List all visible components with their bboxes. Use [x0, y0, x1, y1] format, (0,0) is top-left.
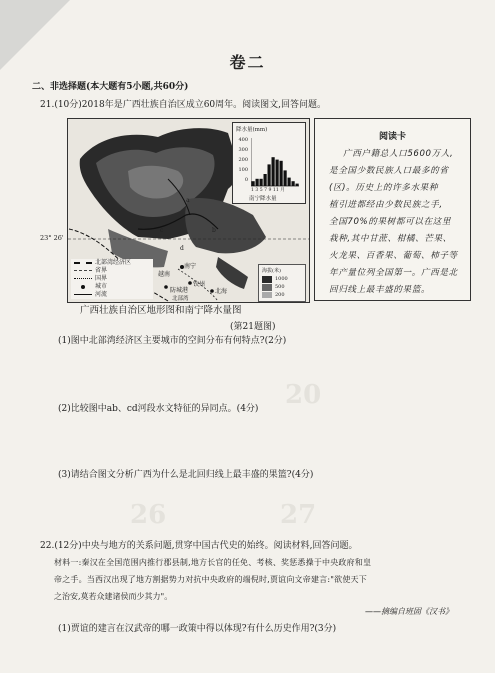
question-21-part-3: (3)请结合图文分析广西为什么是北回归线上最丰盛的果篮?(4分)	[58, 470, 314, 480]
precip-bar	[256, 179, 259, 186]
question-22-stem: 22.(12分)中央与地方的关系问题,贯穿中国古代史的始终。阅读材料,回答问题。	[40, 541, 358, 551]
legend-economic-zone: 北部湾经济区	[71, 259, 153, 267]
faded-watermark: 26	[130, 500, 167, 530]
precip-bar	[264, 174, 267, 186]
legend-city: 城市	[71, 283, 153, 291]
faded-watermark: 20	[285, 380, 322, 410]
legend-river: 河流	[71, 291, 153, 299]
reading-card-line: (区)。历史上的许多水果种	[329, 183, 439, 193]
precip-bar	[292, 181, 295, 186]
label-d: d	[180, 245, 184, 252]
reading-card-line: 回归线上最丰盛的果篮。	[329, 285, 431, 295]
latitude-label: 23° 26'	[40, 234, 64, 242]
reading-card	[314, 118, 471, 301]
question-21-part-1: (1)图中北部湾经济区主要城市的空间分布有何特点?(2分)	[58, 336, 287, 346]
label-beibu-gulf: 北部湾	[172, 296, 189, 302]
inset-title: 降水量(mm)	[236, 127, 268, 133]
precip-bar	[252, 181, 255, 186]
label-vietnam: 越南	[158, 271, 171, 278]
label-qinzhou: 钦州	[193, 281, 206, 288]
precip-bar	[280, 161, 283, 186]
question-21-stem: 21.(10分)2018年是广西壮族自治区成立60周年。阅读图文,回答问题。	[40, 100, 327, 110]
elevation-legend: 海拔(米) 1000 500 200	[258, 264, 306, 302]
section-heading: 二、非选择题(本大题有5小题,共60分)	[32, 82, 189, 92]
precip-bar	[268, 164, 271, 186]
label-beihai: 北海	[215, 288, 228, 295]
page-title: 卷二	[229, 53, 266, 72]
nanning-precipitation-inset	[232, 122, 306, 204]
label-nanning: 南宁	[184, 263, 197, 270]
legend-province-border: 省界	[71, 267, 153, 275]
reading-card-line: 年产量位列全国第一。广西是北	[329, 268, 458, 278]
inset-caption: 南宁降水量	[249, 196, 277, 202]
map-legend	[71, 259, 153, 299]
label-fangcheng: 防城港	[170, 287, 189, 294]
material-line: 之治安,莫若众建诸侯而少其力"。	[54, 592, 173, 601]
reading-card-line: 全国70%的果树都可以在这里	[329, 217, 452, 227]
label-b: b	[212, 227, 216, 234]
label-a: a	[186, 197, 190, 204]
precip-bar	[284, 170, 287, 186]
guangxi-terrain-map	[67, 118, 310, 303]
precip-bar	[260, 179, 263, 186]
figure-caption: 广西壮族自治区地形图和南宁降水量图	[80, 305, 242, 316]
label-c: c	[160, 227, 164, 234]
material-line: 帝之手。当西汉出现了地方割据势力对抗中央政府的端倪时,贾谊向文帝建言:"欲使天下	[54, 575, 367, 584]
reading-card-title: 阅读卡	[378, 132, 406, 142]
faded-watermark: 27	[280, 500, 317, 530]
legend-national-border: 国界	[71, 275, 153, 283]
inset-months: 1 3 5 7 9 11 月	[251, 188, 285, 193]
figure-number: (第21题图)	[230, 322, 276, 332]
material-line: 材料一:秦汉在全国范围内推行郡县制,地方长官的任免、考核、奖惩悉操于中央政府和皇	[54, 558, 372, 567]
precip-bar	[276, 160, 279, 186]
reading-card-line: 栽种,其中甘蔗、柑橘、芒果、	[329, 234, 452, 244]
reading-card-line: 火龙果、百香果、葡萄、柿子等	[329, 251, 458, 261]
precipitation-bars	[251, 138, 301, 188]
reading-card-line: 广西户籍总人口5600万人,	[343, 149, 454, 159]
precip-bar	[296, 184, 299, 186]
precip-bar	[272, 157, 275, 186]
question-21-part-2: (2)比较图中ab、cd河段水文特征的异同点。(4分)	[58, 404, 259, 414]
inset-y-axis: 400 300 200 100 0	[238, 137, 248, 183]
question-22-part-1: (1)贾谊的建言在汉武帝的哪一政策中得以体现?有什么历史作用?(3分)	[58, 624, 337, 634]
precip-bar	[288, 178, 291, 186]
reading-card-line: 是全国少数民族人口最多的省	[329, 166, 449, 176]
material-source: ——摘编自班固《汉书》	[365, 607, 453, 616]
reading-card-line: 植引进都经由少数民族之手,	[329, 200, 443, 210]
